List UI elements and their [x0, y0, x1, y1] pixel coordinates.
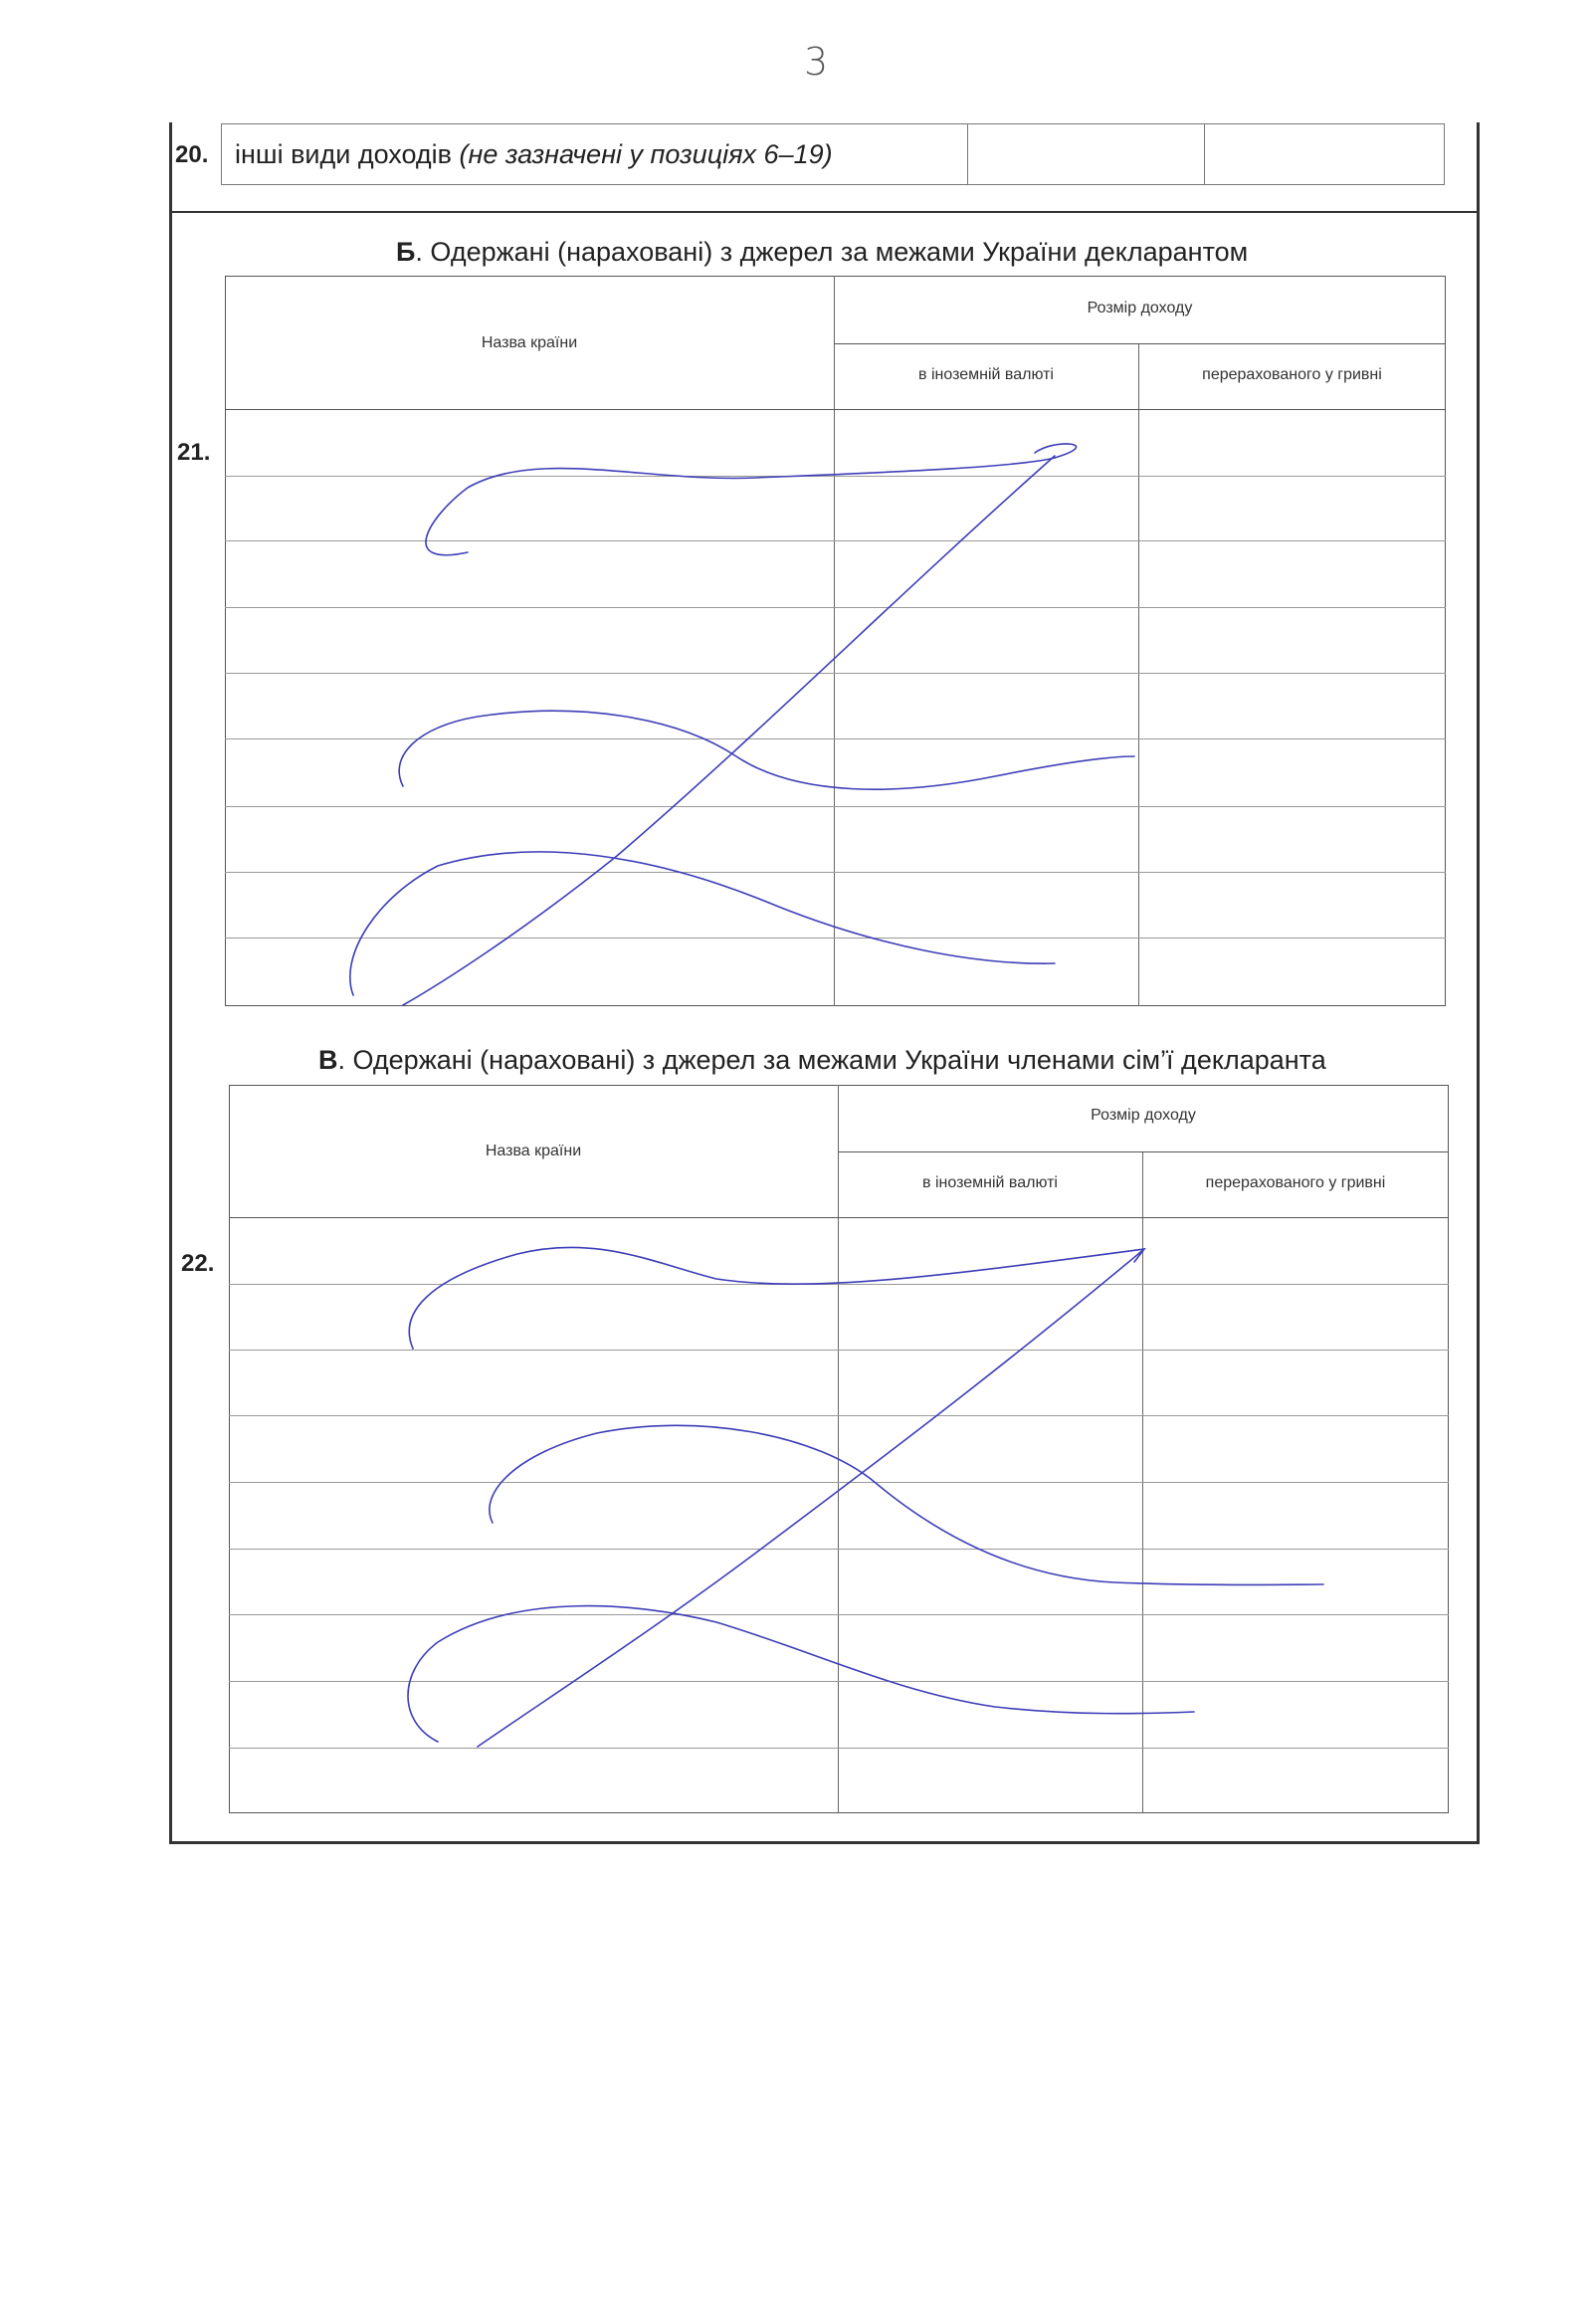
row-22-number: 22. [181, 1250, 215, 1277]
section-c-title-text: . Одержані (нараховані) з джерел за межами України членами сім’ї декларанта [337, 1045, 1326, 1075]
section-b-letter: Б [396, 237, 416, 267]
scribble-stroke [403, 456, 1055, 1005]
scribble-stroke [478, 1249, 1144, 1747]
scribble-stroke [399, 711, 1134, 789]
section-c-col-country: Назва країни [485, 1143, 582, 1159]
row-20-number: 20. [175, 141, 209, 168]
scribble-stroke [408, 1606, 1194, 1742]
row-21-number: 21. [177, 439, 211, 466]
scribble-stroke [426, 444, 1077, 555]
section-b-col-uah: перерахованого у гривні [1202, 366, 1382, 383]
page-number: 3 [804, 40, 829, 84]
section-b-col-amount: Розмір доходу [1087, 300, 1193, 316]
scribble-stroke [490, 1425, 1323, 1584]
row-20-label-text: інші види доходів [235, 139, 453, 169]
section-c-letter: В [318, 1045, 338, 1075]
section-c-col-foreign: в іноземній валюті [922, 1174, 1058, 1191]
section-b-col-foreign: в іноземній валюті [918, 366, 1054, 383]
row-20-note: (не зазначені у позиціях 6–19) [459, 139, 833, 169]
section-b-col-country: Назва країни [481, 334, 578, 351]
section-b-title-text: . Одержані (нараховані) з джерел за межами України декларантом [415, 237, 1249, 267]
section-c-col-amount: Розмір доходу [1091, 1107, 1196, 1124]
scribble-stroke [409, 1247, 1144, 1349]
section-c-col-uah: перерахованого у гривні [1205, 1174, 1386, 1191]
